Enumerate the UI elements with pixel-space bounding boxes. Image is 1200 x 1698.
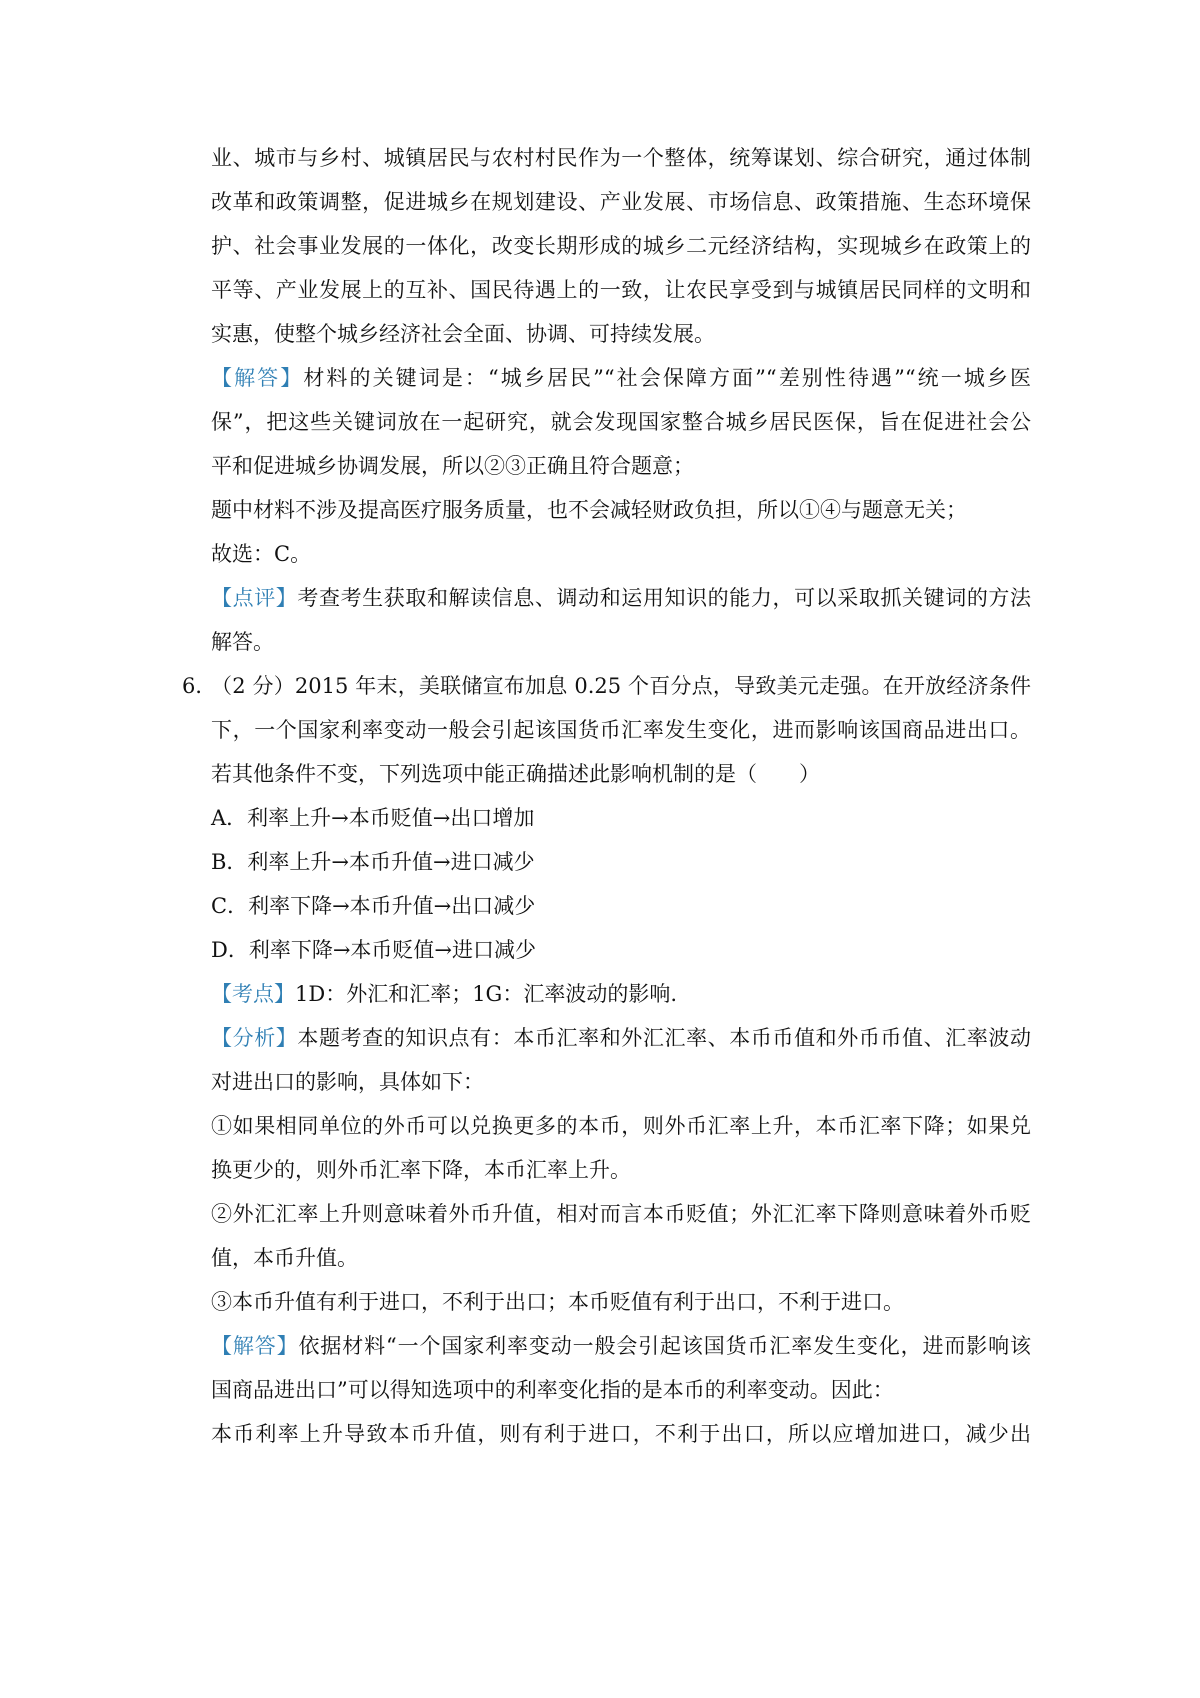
question-stem-line-3: 若其他条件不变，下列选项中能正确描述此影响机制的是（ ） [211,762,820,786]
analysis-continued-line-2: 改革和政策调整，促进城乡在规划建设、产业发展、市场信息、政策措施、生态环境保 [211,190,1031,214]
prev-answer-text-1: 材料的关键词是：“城乡居民”“社会保障方面”“差别性待遇”“统一城乡医 [303,366,1031,390]
fenxi-line-1 [211,1023,1031,1053]
kaodian-text: 1D：外汇和汇率；1G：汇率波动的影响. [295,982,678,1006]
kaodian-line [211,979,1031,1009]
jieda-text-1: 依据材料“一个国家利率变动一般会引起该国货币汇率发生变化，进而影响该 [298,1334,1032,1358]
fenxi-line-2: 对进出口的影响，具体如下： [211,1070,484,1094]
jieda-line-1 [211,1331,1031,1361]
question-stem-line-2: 下，一个国家利率变动一般会引起该国货币汇率发生变化，进而影响该国商品进出口。 [211,718,1031,742]
option-c: C．利率下降→本币升值→出口减少 [211,894,536,918]
question-stem-line-1: （2 分）2015 年末，美联储宣布加息 0.25 个百分点，导致美元走强。在开放经济条件 [211,674,1031,698]
option-a: A．利率上升→本币贬值→出口增加 [211,806,535,830]
fenxi-point-2b: 值，本币升值。 [211,1246,358,1270]
prev-answer-line-2: 保”，把这些关键词放在一起研究，就会发现国家整合城乡居民医保，旨在促进社会公 [211,410,1031,434]
analysis-continued-line-5: 实惠，使整个城乡经济社会全面、协调、可持续发展。 [211,322,715,346]
prev-answer-line-4: 题中材料不涉及提高医疗服务质量，也不会减轻财政负担，所以①④与题意无关； [211,498,967,522]
jieda-line-2: 国商品进出口”可以得知选项中的利率变化指的是本币的利率变动。因此： [211,1378,894,1402]
kaodian-tag: 【考点】 [211,982,295,1006]
fenxi-text-1: 本题考查的知识点有：本币汇率和外汇汇率、本币币值和外币币值、汇率波动 [297,1026,1032,1050]
prev-answer-line-3: 平和促进城乡协调发展，所以②③正确且符合题意； [211,454,694,478]
question-number: 6． [182,674,217,698]
prev-comment-text-1: 考查考生获取和解读信息、调动和运用知识的能力，可以采取抓关键词的方法 [297,586,1032,610]
fenxi-point-1a: ①如果相同单位的外币可以兑换更多的本币，则外币汇率上升，本币汇率下降；如果兑 [211,1114,1031,1138]
prev-comment-line-2: 解答。 [211,630,274,654]
prev-comment-line-1 [211,583,1031,613]
analysis-continued-line-4: 平等、产业发展上的互补、国民待遇上的一致，让农民享受到与城镇居民同样的文明和 [211,278,1031,302]
comment-tag: 【点评】 [211,586,298,610]
fenxi-point-1b: 换更少的，则外币汇率下降，本币汇率上升。 [211,1158,631,1182]
prev-answer-line-5: 故选：C。 [211,542,312,566]
answer-tag: 【解答】 [211,366,304,390]
option-b: B．利率上升→本币升值→进口减少 [211,850,535,874]
fenxi-tag: 【分析】 [211,1026,298,1050]
jieda-line-3: 本币利率上升导致本币升值，则有利于进口，不利于出口，所以应增加进口，减少出 [211,1422,1031,1446]
fenxi-point-2a: ②外汇汇率上升则意味着外币升值，相对而言本币贬值；外汇汇率下降则意味着外币贬 [211,1202,1031,1226]
prev-answer-line-1 [211,363,1031,393]
fenxi-point-3: ③本币升值有利于进口，不利于出口；本币贬值有利于出口，不利于进口。 [211,1290,904,1314]
jieda-tag: 【解答】 [211,1334,299,1358]
analysis-continued-line-3: 护、社会事业发展的一体化，改变长期形成的城乡二元经济结构，实现城乡在政策上的 [211,234,1031,258]
analysis-continued-line-1: 业、城市与乡村、城镇居民与农村村民作为一个整体，统筹谋划、综合研究，通过体制 [211,146,1031,170]
option-d: D．利率下降→本币贬值→进口减少 [211,938,537,962]
